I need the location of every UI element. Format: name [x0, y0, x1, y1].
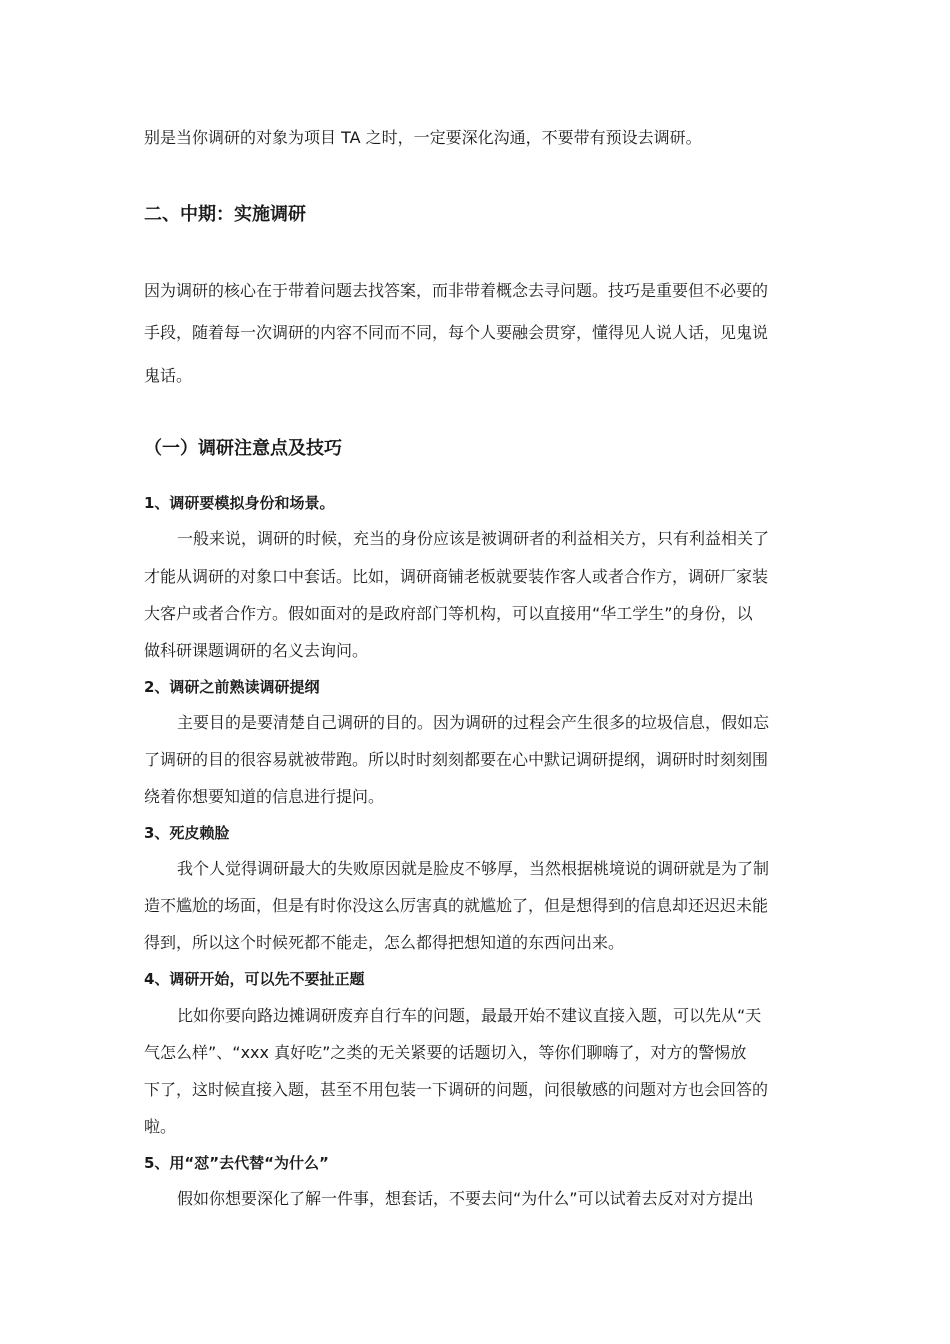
paragraph-line: 手段，随着每一次调研的内容不同而不同，每个人要融会贯穿，懂得见人说人话，见鬼说 — [144, 323, 769, 342]
item-body-line: 啦。 — [144, 1117, 177, 1136]
item-body-line: 一般来说，调研的时候，充当的身份应该是被调研者的利益相关方，只有利益相关了 — [177, 529, 770, 548]
item-body-line: 造不尴尬的场面，但是有时你没这么厉害真的就尴尬了，但是想得到的信息却还迟迟未能 — [144, 896, 769, 915]
item-body-line: 了调研的目的很容易就被带跑。所以时时刻刻都要在心中默记调研提纲，调研时时刻刻围 — [144, 750, 769, 769]
item-title-2: 2、调研之前熟读调研提纲 — [144, 678, 320, 696]
item-body-line: 气怎么样”、“xxx 真好吃”之类的无关紧要的话题切入，等你们聊嗨了，对方的警惕放 — [144, 1043, 747, 1062]
item-body-line: 得到，所以这个时候死都不能走，怎么都得把想知道的东西问出来。 — [144, 933, 625, 952]
paragraph-line: 鬼话。 — [144, 366, 193, 385]
item-body-line: 才能从调研的对象口中套话。比如，调研商铺老板就要装作客人或者合作方，调研厂家装 — [144, 567, 769, 586]
item-title-4: 4、调研开始，可以先不要扯正题 — [144, 970, 365, 988]
item-body-line: 绕着你想要知道的信息进行提问。 — [144, 787, 385, 806]
item-body-line: 下了，这时候直接入题，甚至不用包装一下调研的问题，问很敏感的问题对方也会回答的 — [144, 1080, 769, 1099]
paragraph-line: 因为调研的核心在于带着问题去找答案，而非带着概念去寻问题。技巧是重要但不必要的 — [144, 281, 769, 300]
section-heading-midterm: 二、中期：实施调研 — [144, 204, 306, 225]
item-body-line: 主要目的是要清楚自己调研的目的。因为调研的过程会产生很多的垃圾信息，假如忘 — [177, 713, 770, 732]
item-body-line: 做科研课题调研的名义去询问。 — [144, 641, 369, 660]
item-body-line: 假如你想要深化了解一件事，想套话，不要去问“为什么”可以试着去反对对方提出 — [177, 1189, 754, 1208]
item-body-line: 大客户或者合作方。假如面对的是政府部门等机构，可以直接用“华工学生”的身份，以 — [144, 604, 753, 623]
intro-paragraph-tail: 别是当你调研的对象为项目 TA 之时，一定要深化沟通，不要带有预设去调研。 — [144, 128, 702, 147]
item-title-3: 3、死皮赖脸 — [144, 824, 230, 842]
item-title-5: 5、用“怼”去代替“为什么” — [144, 1154, 329, 1172]
item-body-line: 我个人觉得调研最大的失败原因就是脸皮不够厚，当然根据桃境说的调研就是为了制 — [177, 859, 770, 878]
item-body-line: 比如你要向路边摊调研废弃自行车的问题，最最开始不建议直接入题，可以先从“天 — [177, 1006, 762, 1025]
item-title-1: 1、调研要模拟身份和场景。 — [144, 494, 335, 512]
subsection-heading-tips: （一）调研注意点及技巧 — [144, 438, 342, 459]
